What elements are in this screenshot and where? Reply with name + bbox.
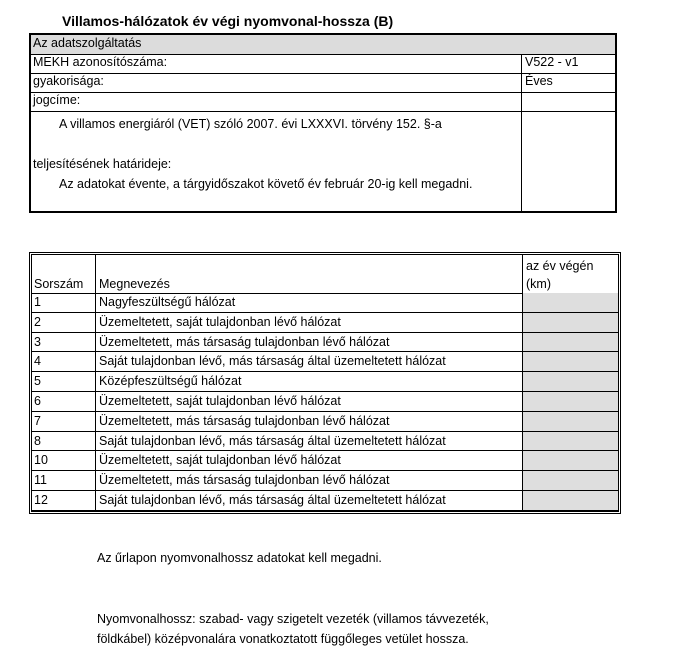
table-row: [32, 352, 618, 372]
row-number: 7: [34, 413, 41, 428]
note-instruction: Az űrlapon nyomvonalhossz adatokat kell megadni.: [97, 551, 382, 565]
info-row-frequency: [31, 73, 615, 93]
table-row: [32, 372, 618, 392]
row-name: Üzemeltetett, saját tulajdonban lévő hálózat: [99, 314, 341, 329]
row-value-input[interactable]: [523, 293, 618, 312]
row-value-input[interactable]: [523, 392, 618, 411]
table-row: [32, 412, 618, 432]
note-definition-line1: Nyomvonalhossz: szabad- vagy szigetelt vezeték (villamos távvezeték,: [97, 612, 489, 626]
table-row: [32, 392, 618, 412]
row-name: Üzemeltetett, más társaság tulajdonban lévő hálózat: [99, 334, 390, 349]
row-number: 4: [34, 354, 41, 369]
row-name: Üzemeltetett, más társaság tulajdonban lévő hálózat: [99, 473, 390, 488]
row-value-input[interactable]: [523, 352, 618, 371]
row-name: Üzemeltetett, saját tulajdonban lévő hálózat: [99, 453, 341, 468]
info-row-provider: [31, 35, 615, 55]
row-name: Saját tulajdonban lévő, más társaság által üzemeltetett hálózat: [99, 433, 446, 448]
legal-label: jogcíme:: [33, 93, 81, 107]
row-name: Saját tulajdonban lévő, más társaság által üzemeltetett hálózat: [99, 493, 446, 507]
table-row: [32, 333, 618, 353]
frequency-label: gyakorisága:: [33, 74, 104, 88]
page-title: Villamos-hálózatok év végi nyomvonal-hossza (B): [62, 13, 394, 29]
table-header: [32, 255, 618, 294]
row-number: 10: [34, 453, 48, 468]
table-row: [32, 451, 618, 471]
row-name: Nagyfeszültségű hálózat: [99, 295, 236, 309]
row-number: 5: [34, 374, 41, 389]
row-value-input[interactable]: [523, 372, 618, 391]
info-row-id: [31, 54, 615, 74]
row-value-input[interactable]: [523, 491, 618, 510]
note-definition-line2: földkábel) középvonalára vonatkoztatott függőleges vetület hossza.: [97, 632, 469, 646]
table-row: [32, 432, 618, 452]
table-row: [32, 313, 618, 333]
row-number: 8: [34, 433, 41, 448]
row-value-input[interactable]: [523, 313, 618, 332]
row-name: Üzemeltetett, saját tulajdonban lévő hálózat: [99, 394, 341, 408]
row-number: 12: [34, 493, 48, 507]
row-number: 11: [34, 473, 47, 488]
table-row: [32, 491, 618, 511]
provider-label: Az adatszolgáltatás: [33, 36, 142, 50]
data-table: [29, 252, 621, 514]
column-divider: [95, 255, 96, 511]
column-divider: [522, 255, 523, 511]
header-name: Megnevezés: [99, 277, 170, 291]
row-value-input[interactable]: [523, 471, 618, 490]
legal-text: A villamos energiáról (VET) szóló 2007. évi LXXXVI. törvény 152. §-a: [59, 117, 442, 131]
row-value-input[interactable]: [523, 333, 618, 352]
table-row: [32, 293, 618, 313]
deadline-text: Az adatokat évente, a tárgyidőszakot követő év február 20-ig kell megadni.: [59, 177, 473, 191]
header-value-line2: (km): [526, 277, 551, 291]
header-value-line1: az év végén: [526, 259, 594, 273]
row-number: 3: [34, 334, 41, 349]
row-value-input[interactable]: [523, 451, 618, 470]
id-label: MEKH azonosítószáma:: [33, 55, 168, 69]
row-name: Középfeszültségű hálózat: [99, 374, 242, 389]
row-number: 2: [34, 314, 41, 329]
table-row: [32, 471, 618, 491]
row-number: 6: [34, 394, 41, 408]
row-number: 1: [34, 295, 41, 309]
row-value-input[interactable]: [523, 412, 618, 431]
info-box: [29, 33, 617, 213]
info-row-legal: [31, 92, 615, 112]
header-number: Sorszám: [34, 277, 84, 291]
row-value-input[interactable]: [523, 432, 618, 451]
frequency-value: Éves: [525, 74, 553, 88]
row-name: Üzemeltetett, más társaság tulajdonban lévő hálózat: [99, 413, 390, 428]
header-value: [526, 257, 593, 293]
row-name: Saját tulajdonban lévő, más társaság által üzemeltetett hálózat: [99, 354, 446, 369]
deadline-label: teljesítésének határideje:: [33, 157, 172, 171]
id-value: V522 - v1: [525, 55, 579, 69]
